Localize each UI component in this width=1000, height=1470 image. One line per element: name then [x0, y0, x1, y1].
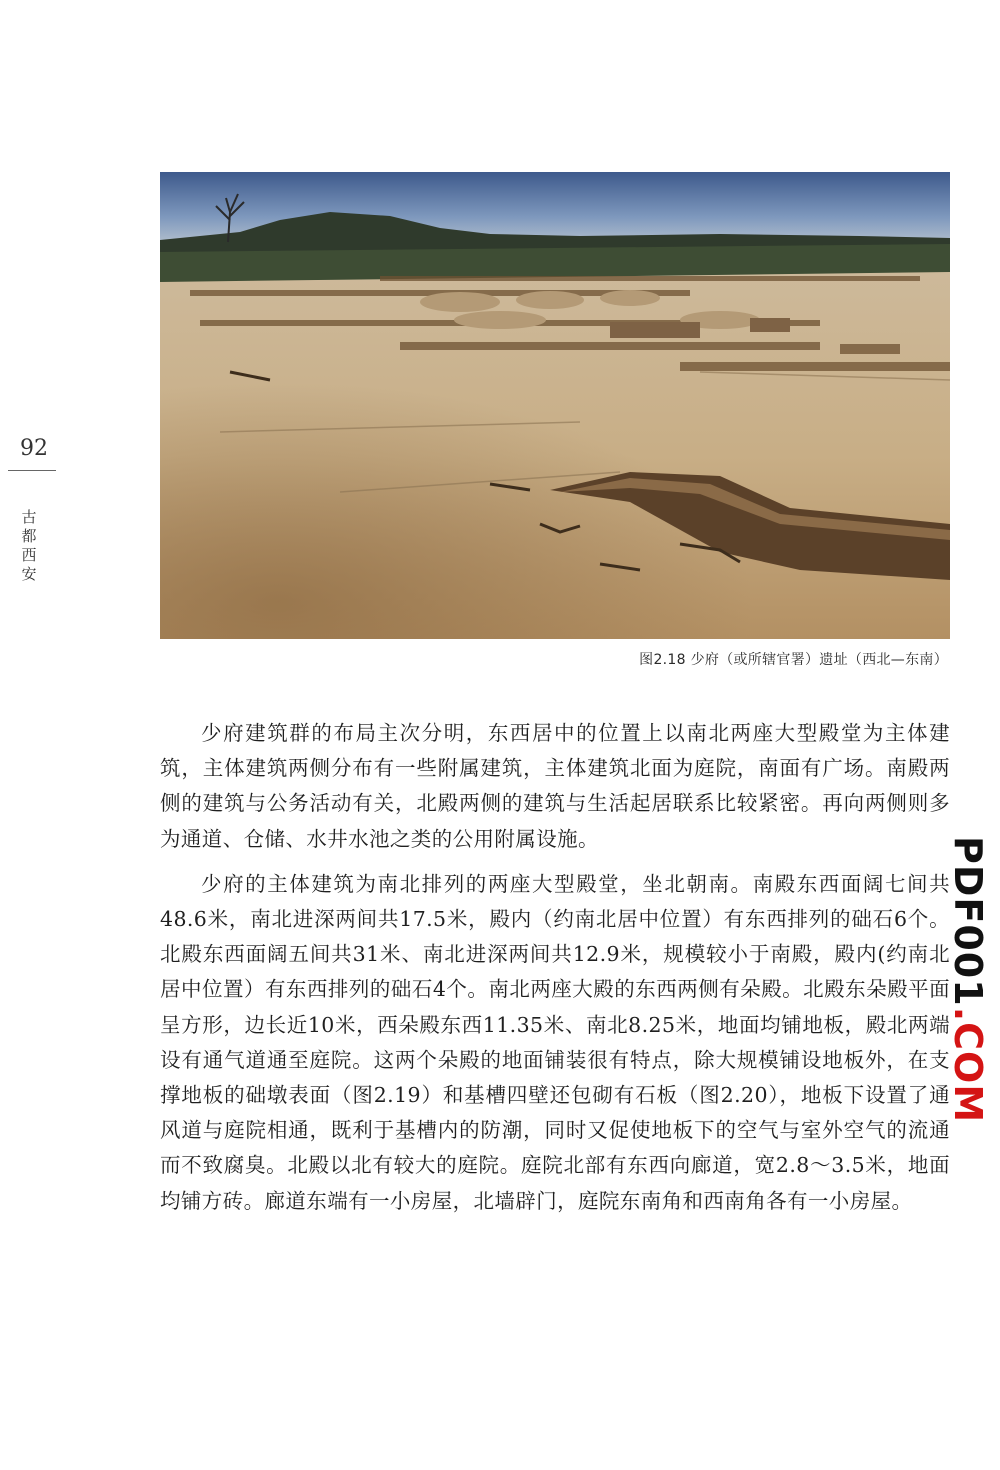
running-title-char: 都 — [21, 527, 37, 545]
running-title-char: 西 — [21, 546, 37, 564]
watermark-text-main: PDF001 — [946, 836, 990, 1007]
watermark-text-domain: .COM — [946, 1006, 990, 1124]
running-title-char: 安 — [21, 565, 37, 583]
paragraph: 少府建筑群的布局主次分明，东西居中的位置上以南北两座大型殿堂为主体建筑，主体建筑两侧分布有一些附属建筑，主体建筑北面为庭院，南面有广场。南殿两侧的建筑与公务活动有关，北殿两侧的建筑与生活起居联系比较紧密。再向两侧则多为通道、仓储、水井水池之类的公用附属设施。 — [160, 721, 950, 851]
running-title-char: 古 — [21, 508, 37, 526]
page-number: 92 — [20, 436, 48, 461]
paragraph: 少府的主体建筑为南北排列的两座大型殿堂，坐北朝南。南殿东西面阔七间共48.6米，南北进深两间共17.5米，殿内（约南北居中位置）有东西排列的础石6个。北殿东西面阔五间共31米、南北进深两间共12.9米，规模较小于南殿，殿内(约南北居中位置）有东西排列的础石4个。南北两座大殿的东西两侧有朵殿。北殿东朵殿平面呈方形，边长近10米，西朵殿东西11.35米、南北8.25米，地面均铺地板，殿北两端设有通气道通至庭院。这两个朵殿的地面铺装很有特点，除大规模铺设地板外，在支撑地板的础墩表面（图2.19）和基槽四壁还包砌有石板（图2.20），地板下设置了通风道与庭院相通，既利于基槽内的防潮，同时又促使地板下的空气与室外空气的流通而不致腐臭。北殿以北有较大的庭院。庭院北部有东西向廊道，宽2.8～3.5米，地面均铺方砖。廊道东端有一小房屋，北墙辟门，庭院东南角和西南角各有一小房屋。 — [160, 871, 950, 1213]
figure-caption: 图2.18 少府（或所辖官署）遗址（西北—东南） — [639, 652, 948, 668]
running-title — [18, 508, 40, 584]
excavation-site-photo — [160, 172, 950, 639]
watermark — [946, 836, 990, 1123]
page-number-rule — [8, 470, 56, 471]
body-text — [160, 716, 950, 1229]
